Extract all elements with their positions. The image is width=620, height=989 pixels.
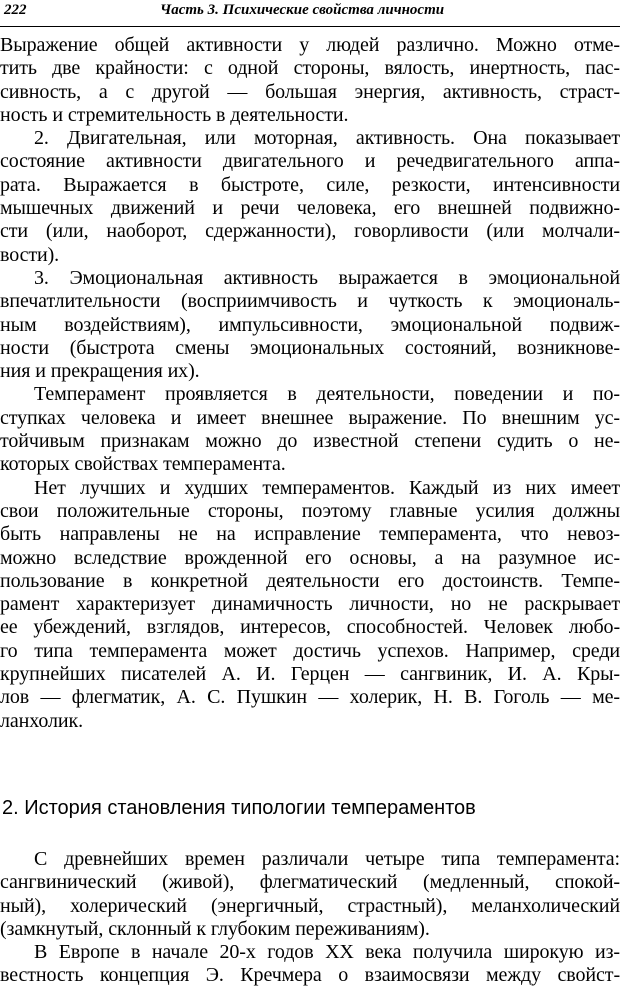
text-line: рамент характеризует динамичность личности, но не раскрывает (0, 593, 620, 616)
text-line: го типа темперамента может достичь успехов. Например, среди (0, 639, 620, 662)
text-line: ланхолик. (0, 709, 84, 732)
text-line: мышечных движений и речи человека, его внешней подвижно- (0, 197, 620, 220)
text-line: Темперамент проявляется в деятельности, поведении и по- (34, 383, 620, 406)
text-line: ным воздействиям), импульсивности, эмоциональной подвиж- (0, 313, 620, 336)
text-line: рата. Выражается в быстроте, силе, резкости, интенсивности (0, 173, 620, 196)
text-line: которых свойствах темперамента. (0, 453, 286, 476)
running-title: Часть 3. Психические свойства личности (160, 2, 445, 18)
text-line: В Европе в начале 20-х годов XX века получила широкую из- (34, 941, 620, 964)
text-line: сангвинический (живой), флегматический (медленный, спокой- (0, 871, 620, 894)
page-number: 222 (4, 2, 27, 18)
text-line: ность и стремительность в деятельности. (0, 103, 349, 126)
text-line: С древнейших времен различали четыре типа темперамента: (34, 848, 620, 870)
page-header (0, 0, 620, 27)
text-line: крупнейших писателей А. И. Герцен — сангвиник, И. А. Кры- (0, 663, 620, 686)
text-line: состояние активности двигательного и речедвигательного аппа- (0, 150, 620, 173)
text-line: вестность концепция Э. Кречмера о взаимосвязи между свойст- (0, 964, 620, 987)
text-line: можно вследствие врожденной его основы, а на разумное ис- (0, 546, 620, 569)
text-line: (замкнутый, склонный к глубоким переживаниям). (0, 917, 430, 940)
text-line: Выражение общей активности у людей различно. Можно отме- (0, 34, 620, 56)
text-line: Нет лучших и худших темпераментов. Каждый из них имеет (34, 476, 620, 499)
text-line: ее убеждений, взглядов, интересов, способностей. Человек любо- (0, 616, 620, 639)
text-line: ный), холерический (энергичный, страстный), меланхолический (0, 894, 620, 917)
text-line: ступках человека и имеет внешнее выражение. По внешним ус- (0, 406, 620, 429)
text-line: сивность, а с другой — большая энергия, активность, страст- (0, 80, 620, 103)
section-heading: 2. История становления типологии темпераментов (2, 797, 476, 819)
text-line: тойчивым признакам можно до известной степени судить о не- (0, 430, 620, 453)
text-line: лов — флегматик, А. С. Пушкин — холерик, Н. В. Гоголь — ме- (0, 686, 620, 709)
text-line: свои положительные стороны, поэтому главные усилия должны (0, 499, 620, 522)
text-line: впечатлительности (восприимчивость и чуткость к эмоциональ- (0, 290, 620, 313)
text-line: 2. Двигательная, или моторная, активность. Она показывает (34, 127, 620, 150)
text-line: вости). (0, 243, 60, 266)
body-text-block-2 (0, 848, 620, 988)
text-line: быть направлены не на исправление темперамента, что невоз- (0, 523, 620, 546)
text-line: пользование в конкретной деятельности его достоинств. Темпе- (0, 569, 620, 592)
body-text-block-1 (0, 34, 620, 733)
text-line: 3. Эмоциональная активность выражается в эмоциональной (34, 266, 620, 289)
text-line: тить две крайности: с одной стороны, вялость, инертность, пас- (0, 57, 620, 80)
text-line: ности (быстрота смены эмоциональных состояний, возникнове- (0, 336, 620, 359)
text-line: ния и прекращения их). (0, 360, 200, 383)
text-line: сти (или, наоборот, сдержанности), говорливости (или молчали- (0, 220, 620, 243)
